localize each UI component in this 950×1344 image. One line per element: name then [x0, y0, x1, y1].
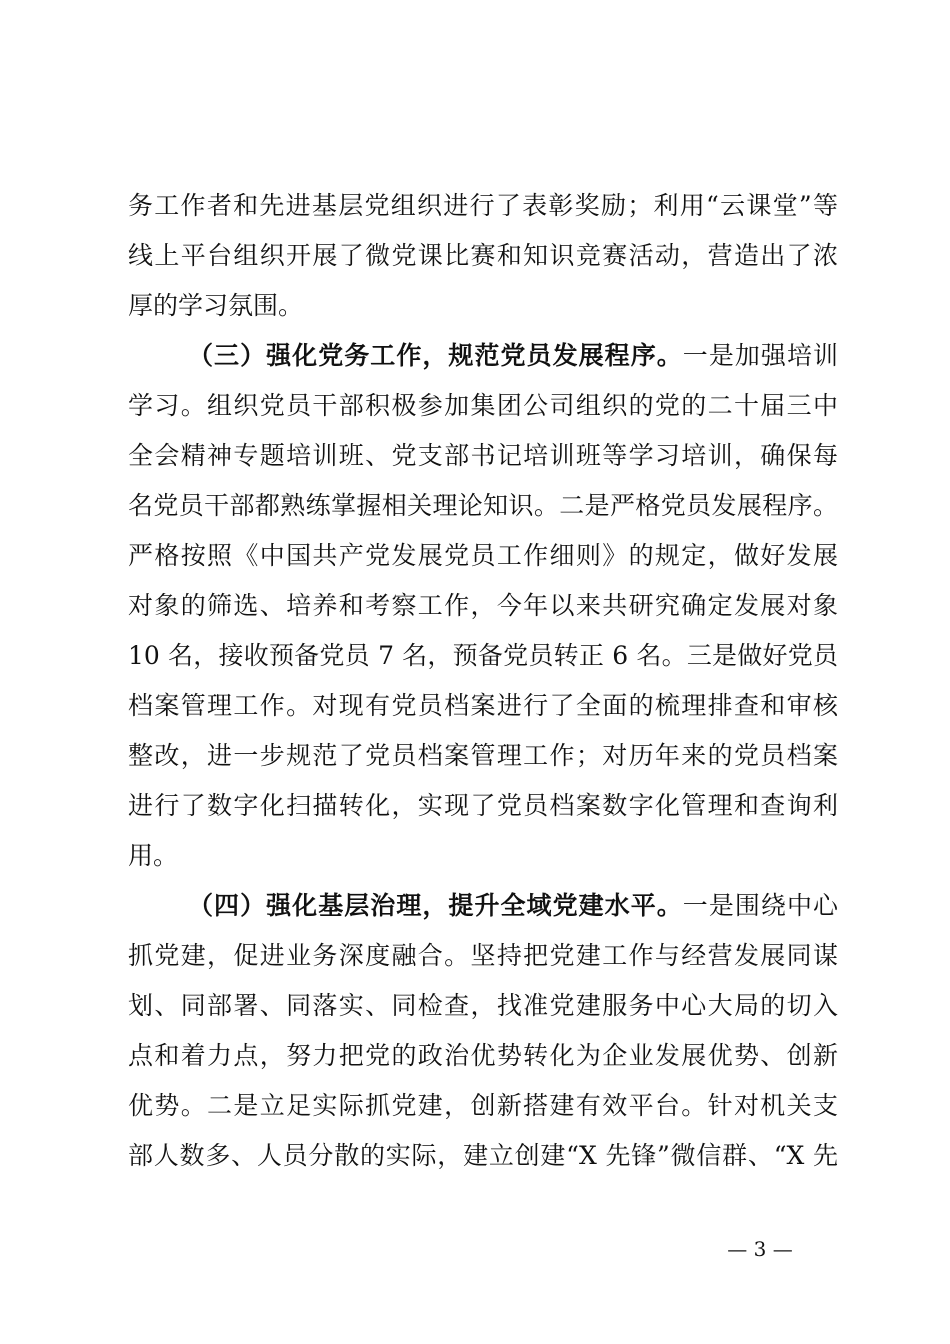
body-text-line: 进行了数字化扫描转化，实现了党员档案数字化管理和查询利 — [128, 791, 838, 820]
body-text-line: 10 名，接收预备党员 7 名，预备党员转正 6 名。三是做好党员 — [128, 641, 838, 670]
section-three-first-line-text: 一是加强培训 — [682, 341, 838, 370]
body-text-line: 点和着力点，努力把党的政治优势转化为企业发展优势、创新 — [128, 1041, 838, 1070]
body-text-line: 线上平台组织开展了微党课比赛和知识竞赛活动，营造出了浓 — [128, 241, 838, 270]
body-text-line: 用。 — [128, 841, 179, 870]
section-four-first-line — [188, 881, 838, 931]
body-text-line: 务工作者和先进基层党组织进行了表彰奖励；利用“云课堂”等 — [128, 191, 838, 220]
body-text-line: 档案管理工作。对现有党员档案进行了全面的梳理排查和审核 — [128, 691, 838, 720]
body-text-line: 对象的筛选、培养和考察工作，今年以来共研究确定发展对象 — [128, 591, 838, 620]
body-text-line: 厚的学习氛围。 — [128, 291, 304, 320]
body-text-line: 抓党建，促进业务深度融合。坚持把党建工作与经营发展同谋 — [128, 941, 838, 970]
body-text-line: 优势。二是立足实际抓党建，创新搭建有效平台。针对机关支 — [128, 1091, 838, 1120]
section-three-heading: （三）强化党务工作，规范党员发展程序。 — [188, 341, 683, 370]
body-text-line: 整改，进一步规范了党员档案管理工作；对历年来的党员档案 — [128, 741, 838, 770]
section-four-first-line-text: 一是围绕中心 — [682, 891, 838, 920]
body-text-line: 名党员干部都熟练掌握相关理论知识。二是严格党员发展程序。 — [128, 491, 838, 520]
page-number: — 3 — — [727, 1237, 793, 1261]
section-three-first-line — [188, 331, 838, 381]
body-text-line: 学习。组织党员干部积极参加集团公司组织的党的二十届三中 — [128, 391, 838, 420]
body-text-line: 全会精神专题培训班、党支部书记培训班等学习培训，确保每 — [128, 441, 838, 470]
body-text-line: 部人数多、人员分散的实际，建立创建“X 先锋”微信群、“X 先 — [128, 1141, 838, 1170]
body-text-line: 严格按照《中国共产党发展党员工作细则》的规定，做好发展 — [128, 541, 838, 570]
section-four-heading: （四）强化基层治理，提升全域党建水平。 — [188, 891, 683, 920]
body-text-line: 划、同部署、同落实、同检查，找准党建服务中心大局的切入 — [128, 991, 838, 1020]
